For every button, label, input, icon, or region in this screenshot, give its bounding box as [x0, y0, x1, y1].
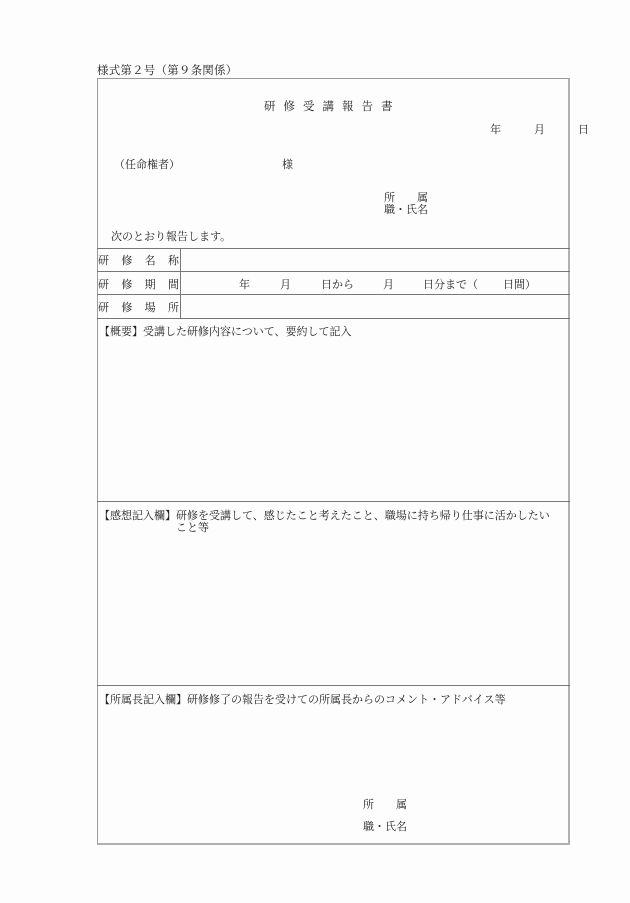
label-char: 修: [121, 254, 133, 267]
divider-section-3: [97, 685, 570, 686]
period-year: 年: [239, 278, 250, 291]
impressions-field[interactable]: [98, 536, 569, 684]
period-month-to: 月: [383, 278, 394, 291]
period-days: 日間）: [503, 278, 536, 291]
date-month-label: 月: [534, 123, 545, 136]
summary-description: 受講した研修内容について、要約して記入: [143, 325, 352, 338]
supervisor-bracket-label: 【所属長記入欄】: [99, 693, 187, 706]
label-char: 研: [98, 278, 109, 291]
label-char: 所: [167, 301, 179, 314]
label-char: 期: [144, 278, 156, 291]
label-char: 間: [167, 278, 179, 291]
date-field[interactable]: [490, 121, 589, 137]
period-day-from: 日から: [321, 278, 354, 291]
training-period-field[interactable]: [239, 276, 536, 292]
date-year-label: 年: [490, 123, 501, 136]
divider-section-2: [97, 501, 570, 502]
divider-row-1: [97, 271, 570, 272]
date-day-label: 日: [578, 123, 589, 136]
reporter-info: [384, 192, 428, 216]
supervisor-affiliation-label: 所 属: [363, 798, 407, 811]
reporter-name-label: 職・氏名: [384, 203, 428, 216]
period-month: 月: [280, 278, 291, 291]
supervisor-name-label: 職・氏名: [363, 820, 407, 833]
row-label-training-name: [98, 252, 180, 268]
impressions-description-line2: こと等: [176, 521, 209, 534]
label-char: 修: [121, 278, 133, 291]
intro-text: 次のとおり報告します。: [111, 230, 232, 243]
label-char: 研: [98, 301, 109, 314]
training-location-field[interactable]: [181, 295, 570, 317]
impressions-bracket-label: 【感想記入欄】: [99, 509, 176, 522]
impressions-description: 研修を受講して、感じたこと考えたこと、職場に持ち帰り仕事に活かしたい: [176, 509, 550, 522]
divider-row-3: [97, 318, 570, 319]
summary-field[interactable]: [98, 340, 569, 500]
period-day-to: 日分まで（: [423, 278, 478, 291]
impressions-section-header: [99, 510, 550, 534]
form-number: 様式第２号（第９条関係）: [97, 63, 238, 77]
impressions-description-block: [176, 510, 550, 534]
summary-section-header: [99, 326, 352, 338]
row-label-training-location: [98, 299, 180, 315]
supervisor-section-header: [99, 694, 506, 706]
supervisor-description: 研修修了の報告を受けての所属長からのコメント・アドバイス等: [187, 693, 506, 706]
label-char: 研: [98, 254, 109, 267]
label-char: 称: [167, 254, 179, 267]
label-char: 名: [144, 254, 156, 267]
row-label-training-period: [98, 276, 180, 292]
supervisor-comment-field[interactable]: [98, 710, 569, 790]
summary-bracket-label: 【概要】: [99, 325, 143, 338]
addressee-honorific: 様: [282, 158, 293, 171]
reporter-affiliation-label: 所 属: [384, 191, 428, 204]
document-title: 研修受講報告書: [264, 99, 401, 113]
label-char: 修: [121, 301, 133, 314]
label-char: 場: [144, 301, 156, 314]
addressee-label: （任命権者）: [114, 158, 180, 171]
training-name-field[interactable]: [181, 249, 570, 271]
